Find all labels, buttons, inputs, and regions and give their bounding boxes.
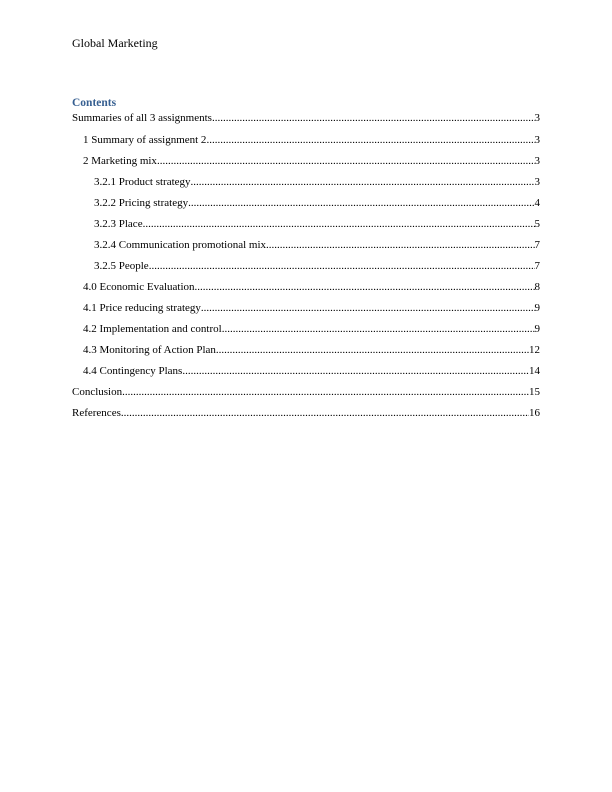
toc-entry[interactable] <box>72 281 540 294</box>
toc-entry[interactable] <box>72 197 540 210</box>
toc-entry[interactable] <box>72 239 540 252</box>
toc-entry-page: 12 <box>529 344 540 356</box>
toc-dot-leader <box>206 134 534 147</box>
toc-heading: Contents <box>72 97 117 109</box>
toc-entry[interactable] <box>72 365 540 378</box>
toc-entry-page: 5 <box>534 218 540 230</box>
toc-entry-page: 15 <box>529 386 540 398</box>
toc-dot-leader <box>157 155 535 168</box>
toc-entry-page: 14 <box>529 365 540 377</box>
toc-entry-page: 16 <box>529 407 540 419</box>
toc-entry-title: 3.2.2 Pricing strategy <box>94 197 189 209</box>
toc-entry-page: 4 <box>534 197 540 209</box>
toc-entry-title: 3.2.3 Place <box>94 218 143 230</box>
toc-dot-leader <box>149 260 535 273</box>
toc-entry-title: Summaries of all 3 assignments <box>72 112 212 124</box>
toc-entry-title: 3.2.5 People <box>94 260 149 272</box>
toc-entry-title: Conclusion <box>72 386 123 398</box>
toc-list <box>72 112 540 420</box>
toc-entry[interactable] <box>72 176 540 189</box>
toc-dot-leader <box>216 344 529 357</box>
toc-entry-title: References <box>72 407 121 419</box>
toc-entry-title: 4.2 Implementation and control <box>83 323 222 335</box>
toc-entry-page: 3 <box>534 155 540 167</box>
toc-entry[interactable] <box>72 218 540 231</box>
toc-dot-leader <box>191 176 535 189</box>
toc-dot-leader <box>182 365 529 378</box>
toc-entry[interactable] <box>72 344 540 357</box>
toc-entry[interactable] <box>72 134 540 147</box>
toc-dot-leader <box>122 386 529 399</box>
toc-dot-leader <box>222 323 535 336</box>
toc-entry-title: 4.1 Price reducing strategy <box>83 302 201 314</box>
toc-entry-page: 3 <box>534 176 540 188</box>
toc-entry-title: 4.3 Monitoring of Action Plan <box>83 344 216 356</box>
toc-dot-leader <box>121 407 529 420</box>
toc-dot-leader <box>266 239 534 252</box>
toc-entry-page: 3 <box>534 112 540 124</box>
toc-entry-page: 8 <box>534 281 540 293</box>
toc-entry-page: 7 <box>534 260 540 272</box>
toc-entry-page: 9 <box>534 302 540 314</box>
toc-entry-page: 9 <box>534 323 540 335</box>
toc-entry-title: 2 Marketing mix <box>83 155 157 167</box>
toc-entry[interactable] <box>72 302 540 315</box>
table-of-contents <box>72 96 540 428</box>
toc-dot-leader <box>212 112 535 125</box>
toc-entry[interactable] <box>72 155 540 168</box>
toc-entry-page: 3 <box>534 134 540 146</box>
toc-dot-leader <box>188 197 534 210</box>
toc-dot-leader <box>195 281 535 294</box>
toc-entry-title: 3.2.1 Product strategy <box>94 176 191 188</box>
toc-entry[interactable] <box>72 260 540 273</box>
toc-entry[interactable] <box>72 386 540 399</box>
toc-entry-title: 4.0 Economic Evaluation <box>83 281 195 293</box>
toc-dot-leader <box>201 302 535 315</box>
toc-dot-leader <box>143 218 535 231</box>
toc-entry[interactable] <box>72 407 540 420</box>
page-header: Global Marketing <box>72 36 158 50</box>
toc-entry[interactable] <box>72 323 540 336</box>
toc-entry[interactable] <box>72 112 540 125</box>
toc-entry-title: 3.2.4 Communication promotional mix <box>94 239 267 251</box>
toc-entry-title: 4.4 Contingency Plans <box>83 365 183 377</box>
toc-entry-title: 1 Summary of assignment 2 <box>83 134 207 146</box>
toc-entry-page: 7 <box>534 239 540 251</box>
